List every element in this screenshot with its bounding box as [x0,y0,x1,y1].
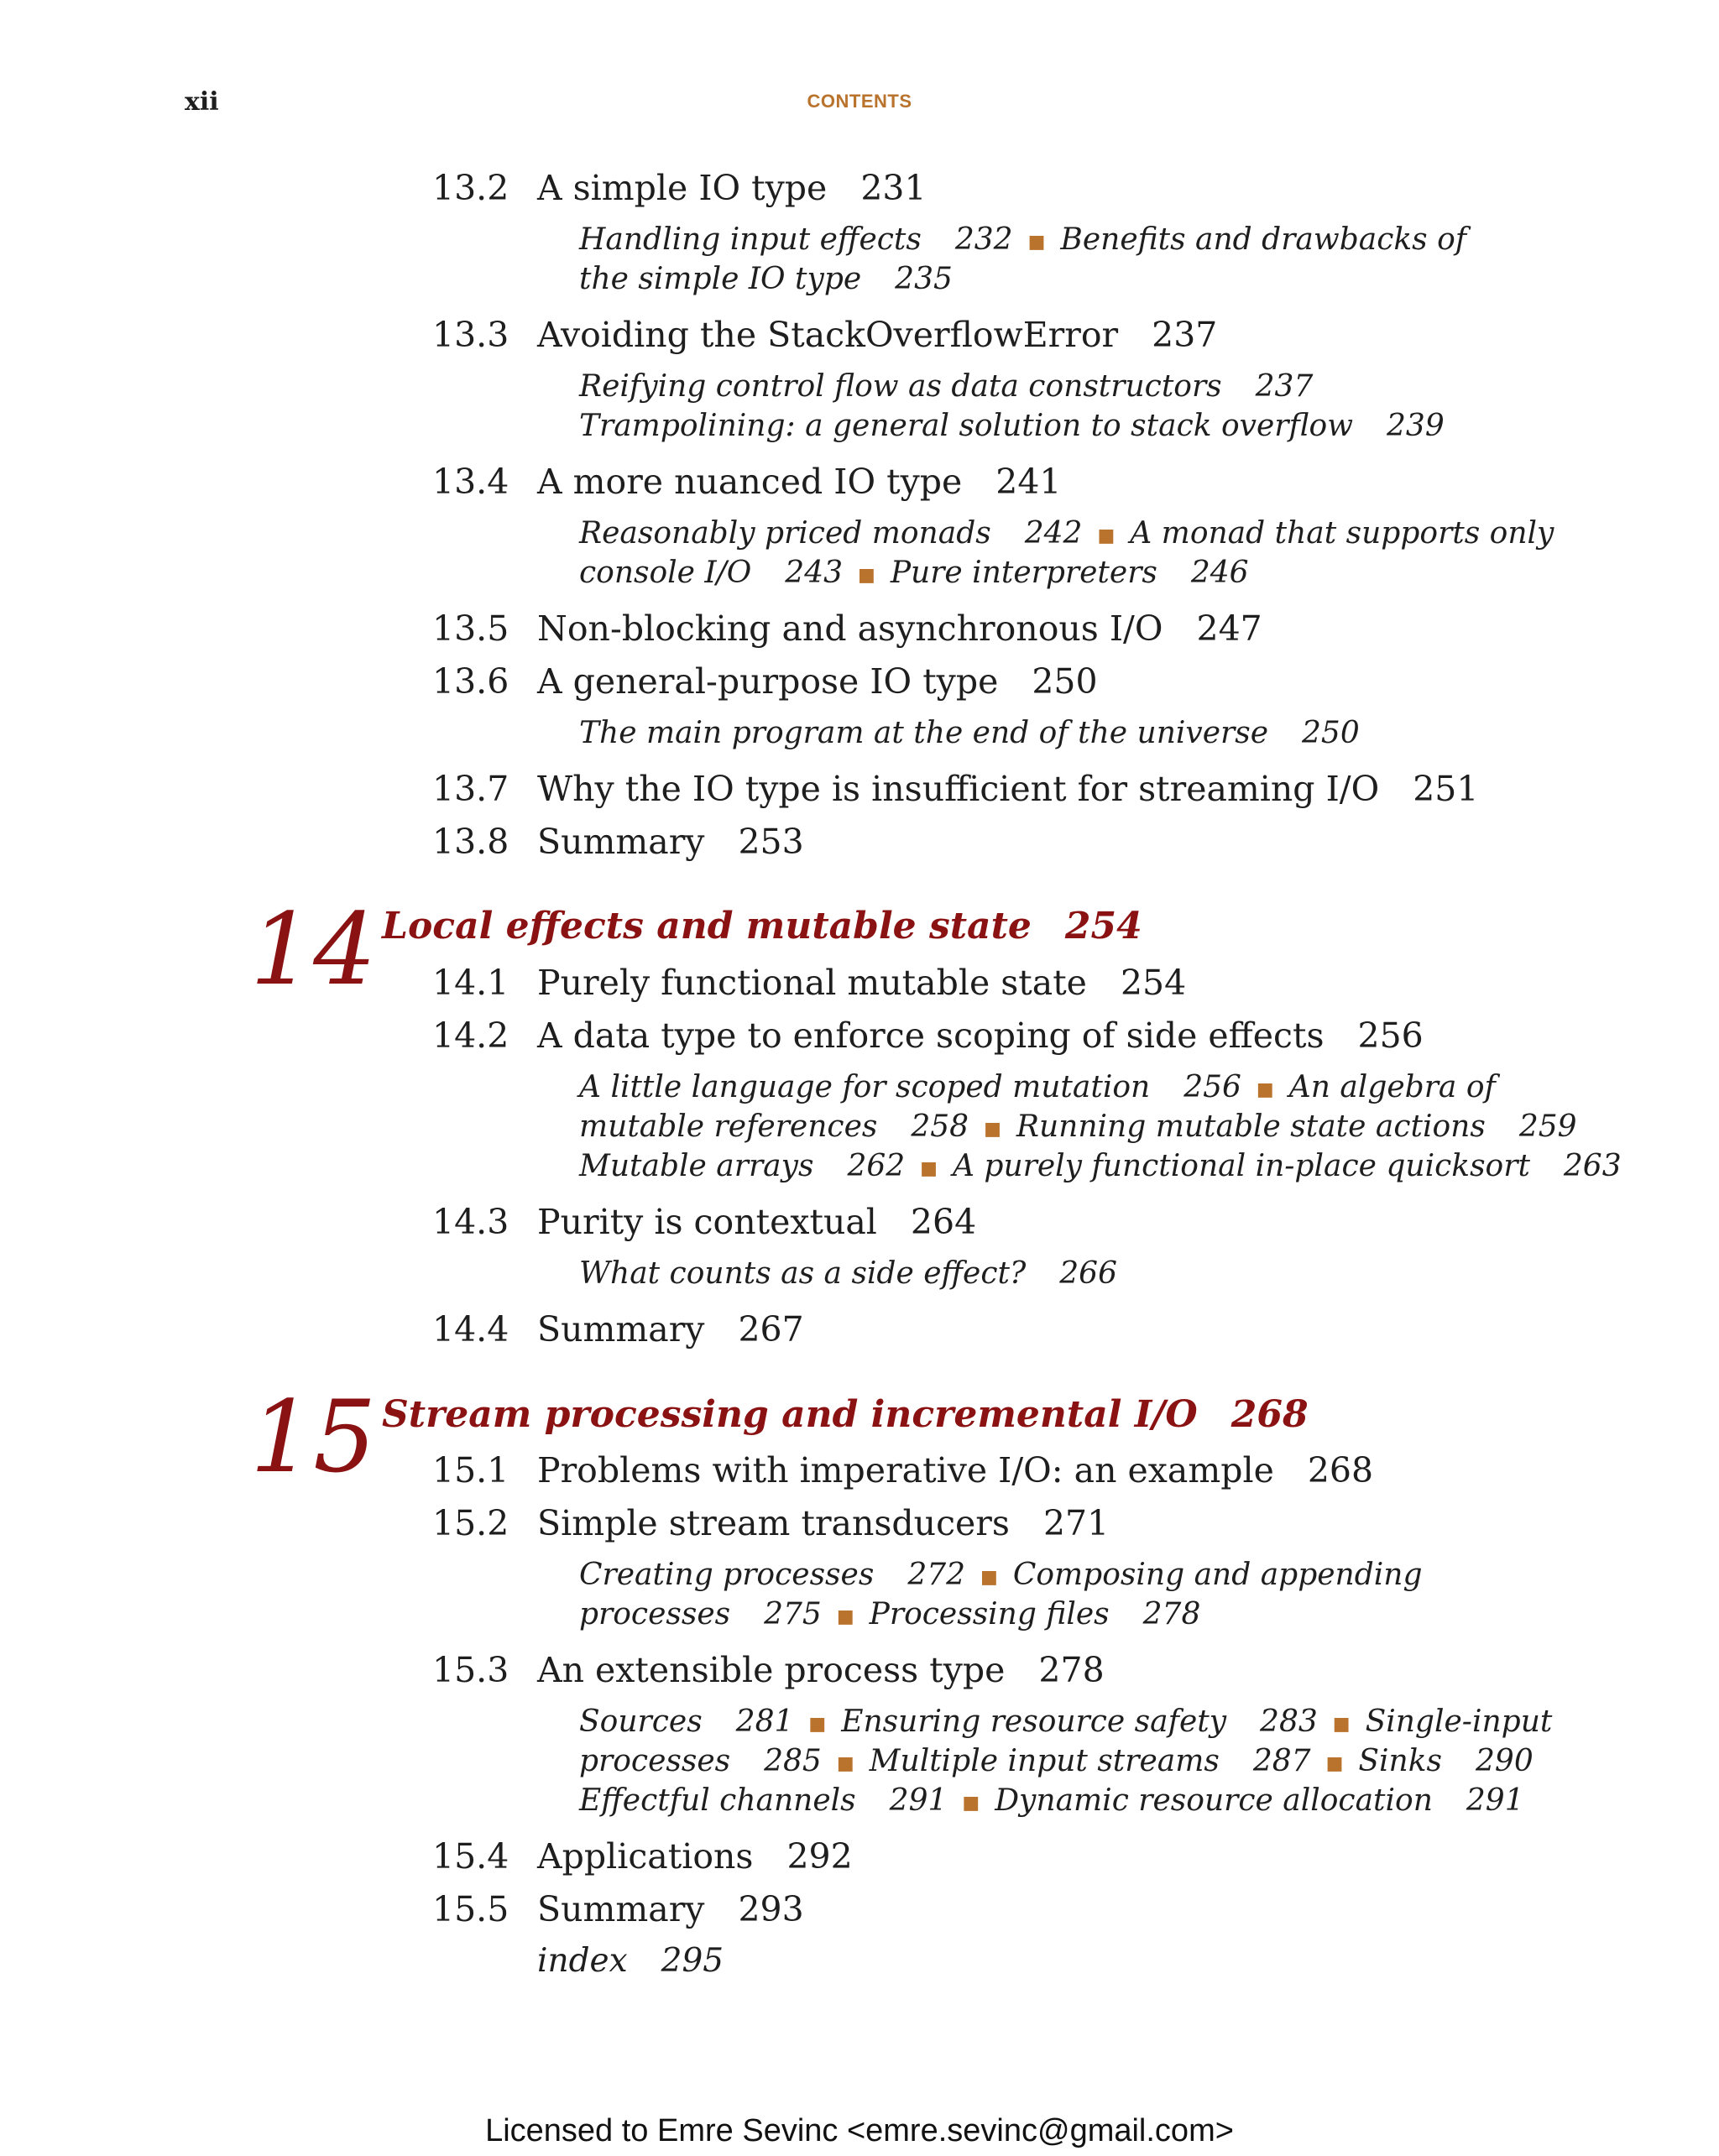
section-title: An extensible process type [537,1650,1006,1690]
section-title: A general-purpose IO type [537,661,999,702]
section-page: 256 [1357,1015,1424,1056]
section-number: 13.7 [432,769,509,809]
subsection-title: An algebra of [1288,1070,1496,1104]
subsection-title: processes [579,1744,731,1778]
section-entry[interactable] [537,1015,1424,1056]
bullet-icon: ■ [808,1713,827,1735]
subsection-line [579,1704,1552,1739]
section-page: 293 [738,1889,804,1929]
subsection-title: Sources [579,1704,703,1739]
bullet-icon: ■ [980,1566,998,1588]
subsection-title: Dynamic resource allocation [995,1783,1433,1818]
subsection-title: Ensuring resource safety [841,1704,1227,1739]
section-entry[interactable] [537,1503,1109,1543]
section-title: Purely functional mutable state [537,963,1087,1003]
section-number: 14.3 [432,1202,509,1242]
subsection-page: 291 [1466,1783,1524,1818]
subsection-line [579,1558,1423,1592]
section-page: 278 [1038,1650,1105,1690]
section-number: 13.8 [432,822,509,862]
section-title: Summary [537,1889,705,1929]
subsection-page: 232 [954,222,1013,257]
section-entry[interactable] [537,608,1262,649]
subsection-title: Trampolining: a general solution to stack overflow [579,409,1354,443]
section-number: 15.2 [432,1503,509,1543]
section-number: 13.4 [432,462,509,502]
bullet-icon: ■ [984,1118,1001,1140]
subsection-page: 291 [889,1783,948,1818]
section-entry[interactable] [537,462,1062,502]
section-title: Why the IO type is insufficient for streaming I/O [537,769,1380,809]
subsection-title: The main program at the end of the universe [579,716,1269,750]
section-title: A more nuanced IO type [537,462,963,502]
section-page: 247 [1196,608,1262,649]
section-page: 292 [786,1836,853,1877]
subsection-line [579,409,1445,443]
section-entry[interactable] [537,769,1478,809]
subsection-title: Reifying control flow as data constructors [579,369,1222,404]
section-page: 264 [910,1202,977,1242]
subsection-title: console I/O [579,556,752,590]
section-entry[interactable] [537,1889,804,1929]
subsection-title: the simple IO type [579,262,862,296]
section-page: 267 [738,1309,804,1349]
subsection-page: 242 [1024,516,1083,551]
chapter-entry[interactable] [382,905,1142,947]
bullet-icon: ■ [1256,1078,1274,1100]
index-page: 295 [661,1942,724,1980]
section-entry[interactable] [537,963,1186,1003]
section-title: Non-blocking and asynchronous I/O [537,608,1163,649]
section-page: 250 [1032,661,1098,702]
section-page: 268 [1307,1450,1374,1490]
subsection-title: processes [579,1597,731,1631]
bullet-icon: ■ [1332,1713,1351,1735]
chapter-title: Stream processing and incremental I/O [382,1393,1198,1436]
section-page: 251 [1413,769,1479,809]
subsection-line [579,262,953,296]
section-entry[interactable] [537,168,927,208]
section-title: Purity is contextual [537,1202,877,1242]
subsection-page: 281 [735,1704,794,1739]
subsection-page: 243 [785,556,844,590]
subsection-page: 272 [907,1558,966,1592]
section-page: 253 [738,822,804,862]
section-entry[interactable] [537,315,1217,355]
subsection-page: 256 [1183,1070,1241,1104]
subsection-title: Composing and appending [1012,1558,1423,1592]
section-page: 231 [860,168,927,208]
chapter-entry[interactable] [382,1393,1309,1436]
section-number: 15.5 [432,1889,509,1929]
section-entry[interactable] [537,822,804,862]
section-title: Applications [537,1836,754,1877]
section-number: 15.3 [432,1650,509,1690]
subsection-title: Sinks [1358,1744,1443,1778]
subsection-line [579,556,1249,590]
subsection-title: A purely functional in-place quicksort [952,1149,1530,1183]
section-page: 271 [1042,1503,1110,1543]
bullet-icon: ■ [1097,525,1116,546]
section-number: 13.5 [432,608,509,649]
running-head: CONTENTS [807,91,912,112]
section-entry[interactable] [537,661,1098,702]
bullet-icon: ■ [836,1605,854,1627]
subsection-title: What counts as a side effect? [579,1256,1027,1291]
subsection-page: 266 [1059,1256,1117,1291]
subsection-line [579,369,1313,404]
section-title: Avoiding the StackOverflowError [537,315,1119,355]
subsection-title: Single-input [1365,1704,1553,1739]
subsection-line [579,716,1360,750]
subsection-title: Pure interpreters [890,556,1157,590]
subsection-title: Effectful channels [579,1783,856,1818]
section-title: Simple stream transducers [537,1503,1010,1543]
subsection-page: 239 [1387,409,1445,443]
subsection-page: 235 [895,262,953,296]
bullet-icon: ■ [962,1792,980,1814]
subsection-line [579,222,1466,257]
subsection-line [579,1070,1496,1104]
section-title: Summary [537,1309,705,1349]
chapter-page: 254 [1064,905,1142,947]
subsection-title: Benefits and drawbacks of [1060,222,1467,257]
page-folio: xii [185,87,219,117]
bullet-icon: ■ [858,564,875,586]
section-number: 14.2 [432,1015,509,1056]
bullet-icon: ■ [1325,1752,1344,1774]
section-page: 237 [1152,315,1218,355]
section-number: 13.6 [432,661,509,702]
subsection-page: 278 [1142,1597,1201,1631]
subsection-title: Mutable arrays [579,1149,814,1183]
subsection-page: 290 [1476,1744,1534,1778]
subsection-line [579,1597,1200,1631]
section-page: 241 [995,462,1062,502]
section-title: Summary [537,822,705,862]
section-number: 13.3 [432,315,509,355]
section-entry[interactable] [537,1202,976,1242]
section-entry[interactable] [537,1450,1373,1490]
bullet-icon: ■ [836,1752,854,1774]
subsection-title: Reasonably priced monads [579,516,991,551]
subsection-title: A little language for scoped mutation [579,1070,1151,1104]
subsection-page: 263 [1563,1149,1622,1183]
section-number: 14.1 [432,963,509,1003]
section-title: Problems with imperative I/O: an example [537,1450,1274,1490]
subsection-page: 250 [1302,716,1360,750]
subsection-line [579,1109,1577,1144]
subsection-line [579,1783,1524,1818]
section-number: 13.2 [432,168,509,208]
section-number: 14.4 [432,1309,509,1349]
chapter-number: 14 [250,891,377,1007]
bullet-icon: ■ [1027,231,1046,253]
subsection-line [579,1149,1622,1183]
section-entry[interactable] [537,1650,1105,1690]
section-title: A simple IO type [537,168,828,208]
subsection-title: Multiple input streams [869,1744,1220,1778]
subsection-page: 283 [1260,1704,1318,1739]
subsection-title: Running mutable state actions [1016,1109,1486,1144]
subsection-page: 246 [1190,556,1249,590]
index-entry[interactable] [537,1942,724,1980]
chapter-title: Local effects and mutable state [382,905,1032,947]
subsection-page: 258 [911,1109,969,1144]
license-footer: Licensed to Emre Sevinc <emre.sevinc@gmail.com> [485,2113,1234,2148]
subsection-page: 237 [1255,369,1314,404]
subsection-page: 287 [1252,1744,1311,1778]
subsection-page: 275 [764,1597,822,1631]
subsection-title: A monad that supports only [1130,516,1554,551]
subsection-title: Creating processes [579,1558,875,1592]
section-title: A data type to enforce scoping of side effects [537,1015,1325,1056]
section-page: 254 [1120,963,1187,1003]
subsection-line [579,516,1554,551]
subsection-title: Handling input effects [579,222,922,257]
subsection-page: 285 [764,1744,822,1778]
subsection-line [579,1744,1534,1778]
bullet-icon: ■ [920,1157,938,1179]
chapter-page: 268 [1230,1393,1309,1436]
section-number: 15.1 [432,1450,509,1490]
subsection-page: 259 [1518,1109,1577,1144]
section-number: 15.4 [432,1836,509,1877]
subsection-title: Processing files [869,1597,1110,1631]
index-label: index [537,1942,628,1980]
subsection-page: 262 [847,1149,906,1183]
subsection-line [579,1256,1117,1291]
chapter-number: 15 [250,1379,377,1495]
section-entry[interactable] [537,1309,804,1349]
subsection-title: mutable references [579,1109,878,1144]
section-entry[interactable] [537,1836,853,1877]
